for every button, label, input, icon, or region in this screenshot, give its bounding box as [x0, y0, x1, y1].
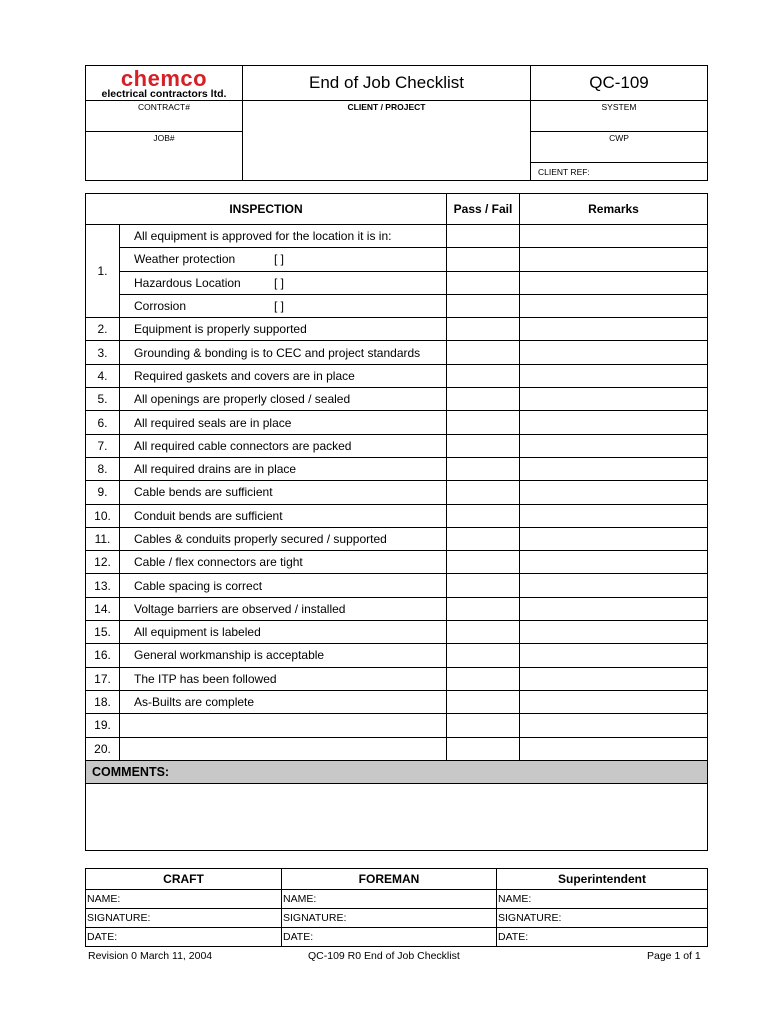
- item-text: Equipment is properly supported: [120, 318, 447, 341]
- pass-fail-cell[interactable]: [447, 690, 520, 713]
- contract-field[interactable]: CONTRACT#: [86, 101, 243, 132]
- table-row: [86, 225, 708, 248]
- item-number: 7.: [86, 434, 120, 457]
- superintendent-date-field[interactable]: DATE:: [497, 928, 708, 947]
- pass-fail-cell[interactable]: [447, 504, 520, 527]
- remarks-cell[interactable]: [520, 434, 708, 457]
- item-number: 17.: [86, 667, 120, 690]
- table-row: [86, 667, 708, 690]
- pass-fail-cell[interactable]: [447, 481, 520, 504]
- item-text: All openings are properly closed / sealed: [120, 388, 447, 411]
- remarks-cell[interactable]: [520, 318, 708, 341]
- checkbox[interactable]: [ ]: [274, 252, 285, 267]
- table-row: [86, 574, 708, 597]
- item-text: [120, 737, 447, 760]
- remarks-cell[interactable]: [520, 294, 708, 317]
- item-number: 2.: [86, 318, 120, 341]
- item-number: 15.: [86, 621, 120, 644]
- pass-fail-cell[interactable]: [447, 527, 520, 550]
- pass-fail-cell[interactable]: [447, 574, 520, 597]
- item-text: As-Builts are complete: [120, 690, 447, 713]
- craft-name-field[interactable]: NAME:: [86, 890, 282, 909]
- pass-fail-cell[interactable]: [447, 271, 520, 294]
- table-row: [86, 551, 708, 574]
- item-text: Grounding & bonding is to CEC and project standards: [120, 341, 447, 364]
- sub-item: [120, 271, 447, 294]
- cwp-field[interactable]: CWP: [531, 132, 708, 163]
- pass-fail-cell[interactable]: [447, 714, 520, 737]
- table-row: [86, 248, 708, 271]
- table-row: [86, 621, 708, 644]
- pass-fail-cell[interactable]: [447, 621, 520, 644]
- table-row: [86, 318, 708, 341]
- pass-fail-cell[interactable]: [447, 551, 520, 574]
- item-number: 1.: [86, 225, 120, 318]
- inspection-header: INSPECTION: [86, 194, 447, 225]
- pass-fail-cell[interactable]: [447, 457, 520, 480]
- item-text: Conduit bends are sufficient: [120, 504, 447, 527]
- item-number: 6.: [86, 411, 120, 434]
- table-row: [86, 341, 708, 364]
- table-row: [86, 527, 708, 550]
- item-number: 16.: [86, 644, 120, 667]
- sub-item-label: Hazardous Location: [134, 275, 241, 290]
- inspection-table: [85, 193, 708, 851]
- comments-box-row: [86, 783, 708, 850]
- pass-fail-header: Pass / Fail: [447, 194, 520, 225]
- item-text: [120, 714, 447, 737]
- item-text: All required drains are in place: [120, 457, 447, 480]
- remarks-cell[interactable]: [520, 527, 708, 550]
- remarks-cell[interactable]: [520, 714, 708, 737]
- remarks-cell[interactable]: [520, 225, 708, 248]
- table-row: [86, 294, 708, 317]
- remarks-cell[interactable]: [520, 574, 708, 597]
- item-number: 13.: [86, 574, 120, 597]
- pass-fail-cell[interactable]: [447, 294, 520, 317]
- logo-tagline: electrical contractors ltd.: [101, 87, 227, 100]
- craft-signature-field[interactable]: SIGNATURE:: [86, 909, 282, 928]
- remarks-cell[interactable]: [520, 248, 708, 271]
- table-row: [86, 271, 708, 294]
- remarks-cell[interactable]: [520, 411, 708, 434]
- sub-item: [120, 248, 447, 271]
- pass-fail-cell[interactable]: [447, 341, 520, 364]
- item-text: Cables & conduits properly secured / supported: [120, 527, 447, 550]
- pass-fail-cell[interactable]: [447, 644, 520, 667]
- remarks-cell[interactable]: [520, 457, 708, 480]
- item-text: The ITP has been followed: [120, 667, 447, 690]
- item-number: 3.: [86, 341, 120, 364]
- remarks-cell[interactable]: [520, 597, 708, 620]
- table-row: [86, 714, 708, 737]
- table-row: [86, 364, 708, 387]
- remarks-cell[interactable]: [520, 737, 708, 760]
- pass-fail-cell[interactable]: [447, 411, 520, 434]
- superintendent-name-field[interactable]: NAME:: [497, 890, 708, 909]
- remarks-cell[interactable]: [520, 271, 708, 294]
- company-logo: [86, 66, 243, 101]
- comments-label: COMMENTS:: [86, 760, 708, 783]
- table-row: [86, 504, 708, 527]
- table-row: [86, 481, 708, 504]
- client-ref-field[interactable]: CLIENT REF:: [531, 163, 708, 181]
- superintendent-header: Superintendent: [497, 869, 708, 890]
- item-number: 9.: [86, 481, 120, 504]
- table-row: [86, 388, 708, 411]
- item-number: 20.: [86, 737, 120, 760]
- remarks-cell[interactable]: [520, 551, 708, 574]
- remarks-header: Remarks: [520, 194, 708, 225]
- item-text: All required seals are in place: [120, 411, 447, 434]
- craft-date-field[interactable]: DATE:: [86, 928, 282, 947]
- pass-fail-cell[interactable]: [447, 388, 520, 411]
- table-row: [86, 644, 708, 667]
- foreman-name-field[interactable]: NAME:: [282, 890, 497, 909]
- table-row: [86, 690, 708, 713]
- document-code: QC-109: [531, 66, 708, 101]
- item-text: Cable / flex connectors are tight: [120, 551, 447, 574]
- remarks-cell[interactable]: [520, 388, 708, 411]
- pass-fail-cell[interactable]: [447, 597, 520, 620]
- remarks-cell[interactable]: [520, 504, 708, 527]
- sub-item-label: Weather protection: [134, 252, 236, 267]
- item-number: 12.: [86, 551, 120, 574]
- pass-fail-cell[interactable]: [447, 225, 520, 248]
- table-row: [86, 737, 708, 760]
- pass-fail-cell[interactable]: [447, 434, 520, 457]
- comments-textarea[interactable]: [86, 783, 708, 850]
- footer-page: Page 1 of 1: [647, 950, 701, 962]
- table-row: [86, 411, 708, 434]
- document-title: End of Job Checklist: [243, 66, 531, 101]
- remarks-cell[interactable]: [520, 690, 708, 713]
- sub-item-label: Corrosion: [134, 299, 187, 314]
- sub-item: [120, 294, 447, 317]
- item-number: 14.: [86, 597, 120, 620]
- footer-revision: Revision 0 March 11, 2004: [88, 950, 213, 962]
- checkbox[interactable]: [ ]: [274, 299, 285, 314]
- item-number: 19.: [86, 714, 120, 737]
- remarks-cell[interactable]: [520, 341, 708, 364]
- item-number: 10.: [86, 504, 120, 527]
- item-text: Required gaskets and covers are in place: [120, 364, 447, 387]
- item-text: All equipment is approved for the location it is in:: [120, 225, 447, 248]
- checkbox[interactable]: [ ]: [274, 275, 285, 290]
- item-text: All equipment is labeled: [120, 621, 447, 644]
- remarks-cell[interactable]: [520, 621, 708, 644]
- remarks-cell[interactable]: [520, 644, 708, 667]
- pass-fail-cell[interactable]: [447, 318, 520, 341]
- item-number: 4.: [86, 364, 120, 387]
- superintendent-signature-field[interactable]: SIGNATURE:: [497, 909, 708, 928]
- item-number: 18.: [86, 690, 120, 713]
- item-text: All required cable connectors are packed: [120, 434, 447, 457]
- signature-table: [85, 868, 708, 947]
- system-field[interactable]: SYSTEM: [531, 101, 708, 132]
- logo-wordmark: chemco: [120, 65, 208, 91]
- item-number: 8.: [86, 457, 120, 480]
- table-row: [86, 597, 708, 620]
- table-row: [86, 457, 708, 480]
- item-text: Voltage barriers are observed / installed: [120, 597, 447, 620]
- item-text: Cable bends are sufficient: [120, 481, 447, 504]
- item-text: General workmanship is acceptable: [120, 644, 447, 667]
- comments-header-row: [86, 760, 708, 783]
- job-field[interactable]: JOB#: [86, 132, 243, 181]
- client-project-field[interactable]: CLIENT / PROJECT: [243, 101, 531, 181]
- pass-fail-cell[interactable]: [447, 248, 520, 271]
- foreman-date-field[interactable]: DATE:: [282, 928, 497, 947]
- pass-fail-cell[interactable]: [447, 667, 520, 690]
- item-number: 5.: [86, 388, 120, 411]
- pass-fail-cell[interactable]: [447, 364, 520, 387]
- foreman-signature-field[interactable]: SIGNATURE:: [282, 909, 497, 928]
- table-row: [86, 434, 708, 457]
- remarks-cell[interactable]: [520, 481, 708, 504]
- remarks-cell[interactable]: [520, 667, 708, 690]
- remarks-cell[interactable]: [520, 364, 708, 387]
- pass-fail-cell[interactable]: [447, 737, 520, 760]
- craft-header: CRAFT: [86, 869, 282, 890]
- footer-doc-ref: QC-109 R0 End of Job Checklist: [308, 950, 460, 962]
- item-number: 11.: [86, 527, 120, 550]
- foreman-header: FOREMAN: [282, 869, 497, 890]
- header-table: [85, 65, 708, 181]
- item-text: Cable spacing is correct: [120, 574, 447, 597]
